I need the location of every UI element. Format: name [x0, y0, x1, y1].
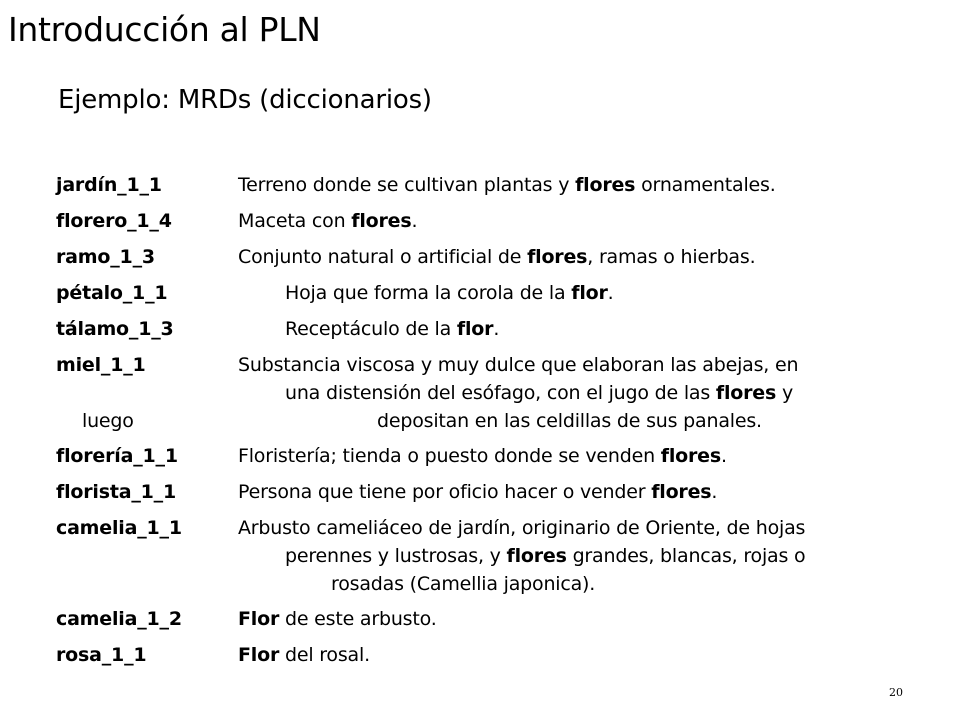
entry-term: camelia_1_2 — [56, 608, 182, 630]
definition-keyword: flor — [571, 282, 608, 304]
entry-definition — [238, 351, 798, 379]
definition-text: luego — [82, 410, 134, 432]
entry-term: camelia_1_1 — [56, 517, 182, 539]
definition-text: . — [711, 481, 718, 503]
definition-text: . — [411, 210, 418, 232]
definition-keyword: flores — [575, 174, 636, 196]
entry-term: tálamo_1_3 — [56, 318, 174, 340]
definition-text: Substancia viscosa y muy dulce que elaboran las abejas, en — [238, 354, 799, 376]
entry-definition — [285, 279, 614, 308]
entry-definition — [238, 171, 776, 200]
definition-keyword: flores — [651, 481, 712, 503]
definition-keyword: flores — [660, 445, 721, 467]
definition-keyword: Flor — [238, 644, 280, 666]
definition-keyword: flor — [456, 318, 494, 340]
slide-title: Introducción al PLN — [8, 10, 321, 49]
definition-text: , ramas o hierbas. — [587, 246, 756, 268]
definition-text: Persona que tiene por oficio hacer o vender — [238, 481, 652, 503]
definition-text: Conjunto natural o artificial de — [238, 246, 528, 268]
definition-text: Floristería; tienda o puesto donde se venden — [238, 445, 661, 467]
entry-definition — [238, 605, 437, 634]
dictionary-entry — [56, 514, 946, 598]
definition-text: y — [776, 382, 793, 404]
entry-term: ramo_1_3 — [56, 246, 155, 268]
definition-text: Arbusto cameliáceo de jardín, originario de Oriente, de hojas — [238, 517, 806, 539]
entry-definition-continuation — [377, 407, 762, 435]
entry-definition — [238, 243, 755, 272]
definition-text: Maceta con — [238, 210, 352, 232]
dictionary-entries — [56, 171, 946, 670]
entry-definition-continuation — [285, 379, 793, 407]
entry-term: pétalo_1_1 — [56, 282, 168, 304]
entry-definition-continuation — [331, 570, 595, 598]
definition-text: del rosal. — [279, 644, 370, 666]
entry-term: florista_1_1 — [56, 481, 176, 503]
definition-text: . — [720, 445, 727, 467]
page-number: 20 — [889, 686, 903, 699]
definition-text: ornamentales. — [635, 174, 776, 196]
dictionary-entry — [56, 243, 946, 272]
definition-text: . — [493, 318, 500, 340]
definition-text: Hoja que forma la corola de la — [285, 282, 572, 304]
definition-text: Receptáculo de la — [285, 318, 457, 340]
dictionary-entry — [56, 171, 946, 200]
entry-term: jardín_1_1 — [56, 174, 162, 196]
definition-text: rosadas (Camellia japonica). — [331, 573, 596, 595]
entry-definition — [238, 514, 805, 542]
entry-definition — [238, 641, 370, 670]
entry-definition — [238, 442, 727, 471]
dictionary-entry — [56, 605, 946, 634]
dictionary-entry — [56, 279, 946, 308]
slide-subtitle: Ejemplo: MRDs (diccionarios) — [58, 85, 432, 115]
definition-keyword: flores — [527, 246, 588, 268]
definition-text: una distensión del esófago, con el jugo de las — [285, 382, 716, 404]
definition-text: grandes, blancas, rojas o — [566, 545, 806, 567]
dictionary-entry — [56, 442, 946, 471]
entry-definition-continuation — [285, 542, 805, 570]
entry-term: miel_1_1 — [56, 354, 146, 376]
definition-text: depositan en las celdillas de sus panales. — [377, 410, 762, 432]
dictionary-entry — [56, 478, 946, 507]
entry-term: florería_1_1 — [56, 445, 178, 467]
dictionary-entry — [56, 641, 946, 670]
definition-keyword: flores — [351, 210, 412, 232]
dictionary-entry — [56, 351, 946, 435]
definition-text: Terreno donde se cultivan plantas y — [238, 174, 576, 196]
dictionary-entry — [56, 315, 946, 344]
definition-keyword: flores — [715, 382, 777, 404]
entry-term: florero_1_4 — [56, 210, 172, 232]
definition-keyword: flores — [506, 545, 567, 567]
definition-text: perennes y lustrosas, y — [285, 545, 507, 567]
entry-term: rosa_1_1 — [56, 644, 147, 666]
entry-definition — [238, 478, 717, 507]
entry-definition — [238, 207, 417, 236]
definition-keyword: Flor — [238, 608, 280, 630]
dictionary-entry — [56, 207, 946, 236]
definition-text: de este arbusto. — [279, 608, 437, 630]
definition-text: . — [607, 282, 614, 304]
entry-definition — [285, 315, 499, 344]
